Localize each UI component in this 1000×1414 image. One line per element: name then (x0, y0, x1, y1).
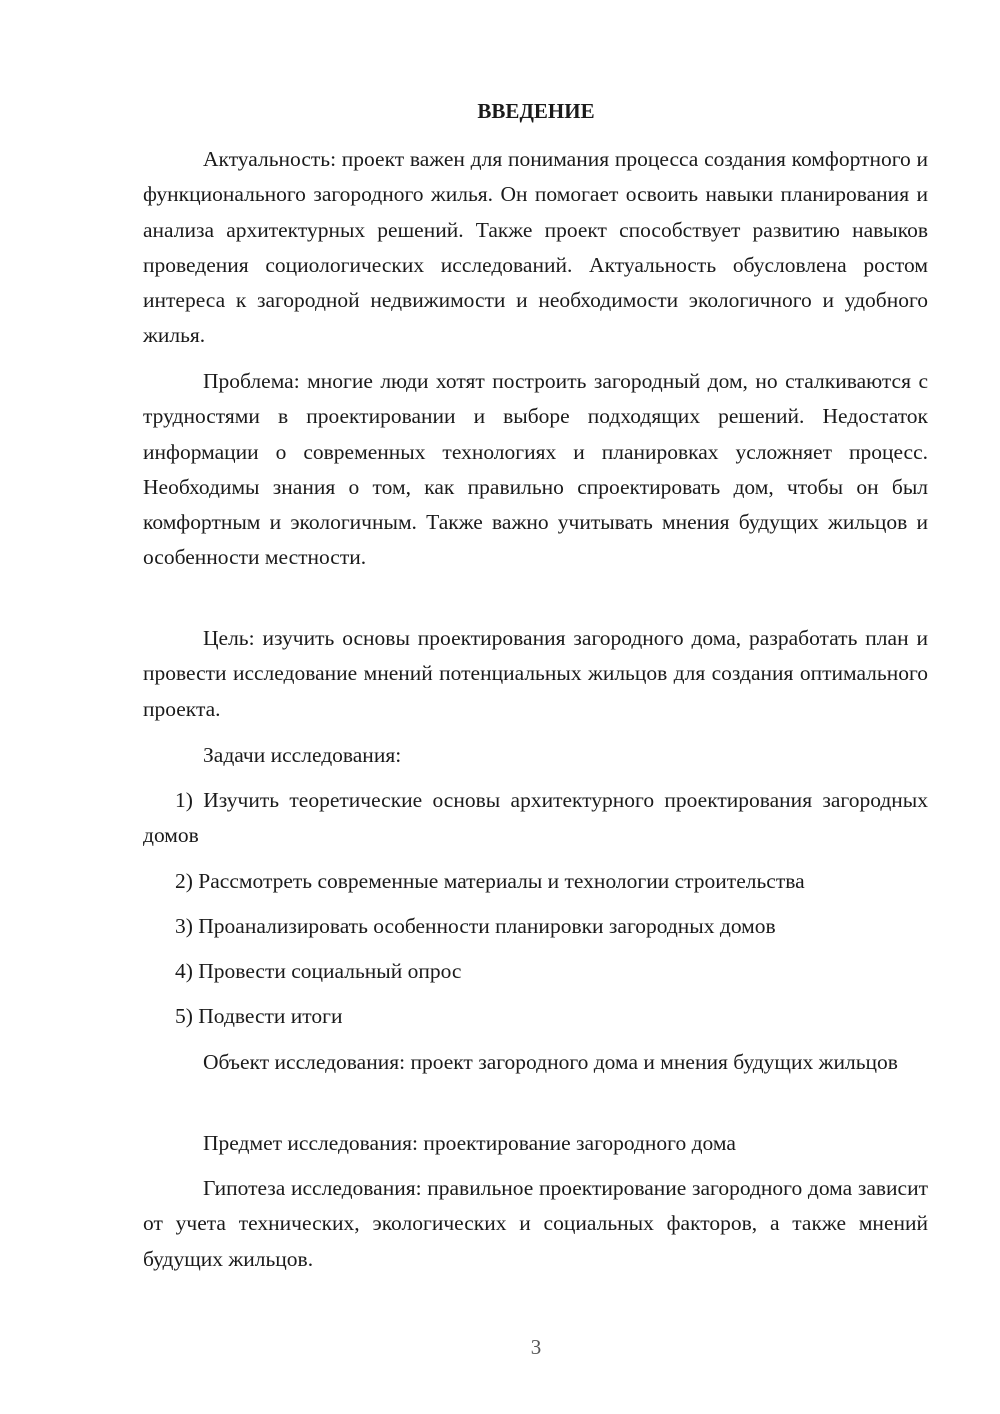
subject-paragraph: Предмет исследования: проектирование загородного дома (203, 1131, 736, 1155)
task-list-item: 2) Рассмотреть современные материалы и технологии строительства (175, 869, 805, 893)
page-number: 3 (530, 1335, 542, 1359)
relevance-paragraph: Актуальность: проект важен для понимания процесса создания комфортного и функционального загородного жилья. Он помогает освоить навыки планирования и анализа архитектурных решений. Также проект способствует развитию навыков проведения социологических исследований. Актуальность обусловлена ростом интереса к загородной недвижимости и необходимости экологичного и удобного жилья. (143, 147, 928, 348)
task-list-item: 3) Проанализировать особенности планировки загородных домов (175, 914, 776, 938)
object-paragraph: Объект исследования: проект загородного дома и мнения будущих жильцов (203, 1050, 898, 1074)
tasks-heading: Задачи исследования: (203, 743, 402, 767)
hypothesis-paragraph: Гипотеза исследования: правильное проектирование загородного дома зависит от учета технических, экологических и социальных факторов, а также мнений будущих жильцов. (143, 1176, 928, 1271)
page-title: ВВЕДЕНИЕ (477, 99, 595, 123)
problem-paragraph: Проблема: многие люди хотят построить загородный дом, но сталкиваются с трудностями в проектировании и выборе подходящих решений. Недостаток информации о современных технологиях и планировках усложняет процесс. Необходимы знания о том, как правильно спроектировать дом, чтобы он был комфортным и экологичным. Также важно учитывать мнения будущих жильцов и особенности местности. (143, 369, 928, 570)
task-list-item: 4) Провести социальный опрос (175, 959, 462, 983)
task-list-item: 1) Изучить теоретические основы архитектурного проектирования загородных домов (143, 788, 928, 848)
task-list-item: 5) Подвести итоги (175, 1004, 343, 1028)
goal-paragraph: Цель: изучить основы проектирования загородного дома, разработать план и провести исследование мнений потенциальных жильцов для создания оптимального проекта. (143, 626, 928, 721)
